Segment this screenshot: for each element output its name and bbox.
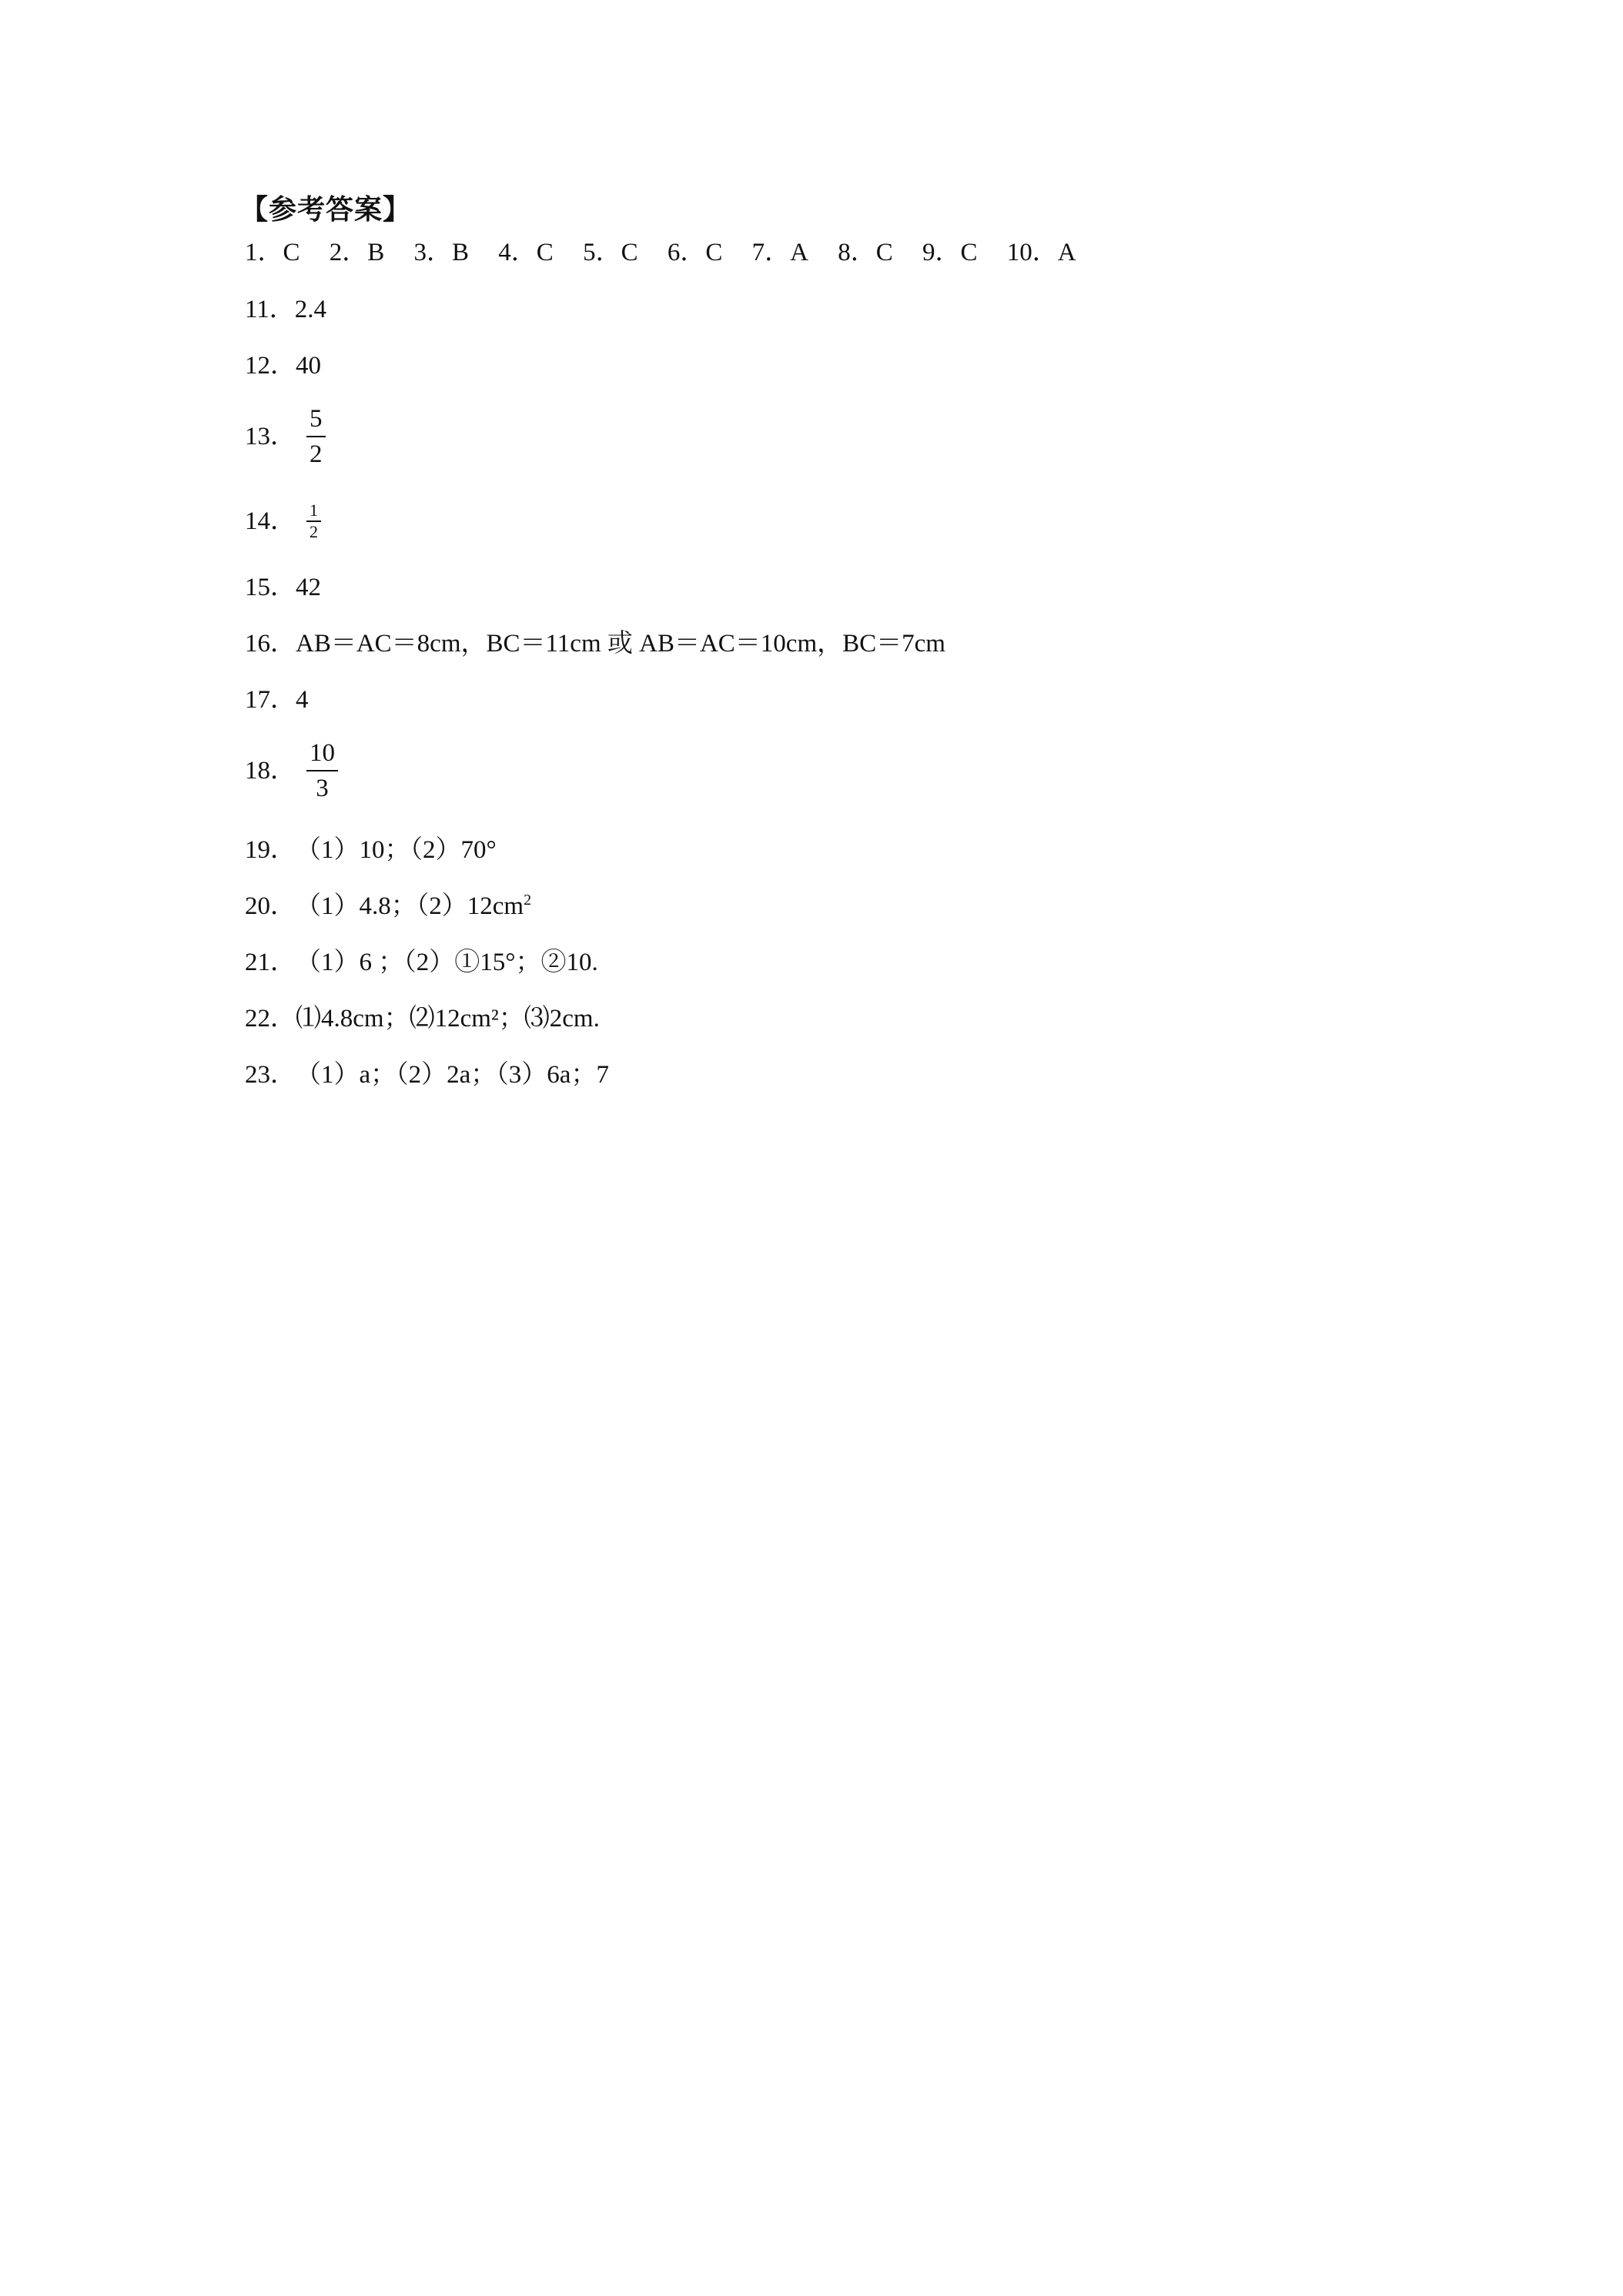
- answer-12: [245, 350, 321, 382]
- denominator: 2: [310, 522, 318, 541]
- fraction: [306, 402, 326, 471]
- fraction: [306, 736, 338, 805]
- answer-16: [245, 628, 945, 660]
- answer-value: 4: [296, 686, 309, 714]
- denominator: 2: [310, 440, 323, 468]
- mc-answer: 6．C: [667, 239, 723, 266]
- answer-21: [245, 946, 598, 979]
- answer-20: [245, 890, 531, 922]
- answer-value: ⑴4.8cm；⑵12cm²；⑶2cm.: [296, 1005, 600, 1033]
- answer-value: （1）a；（2）2a；（3）6a；7: [296, 1061, 609, 1089]
- mc-answer: 7．A: [751, 239, 808, 266]
- mc-answer: 4．C: [498, 239, 554, 266]
- answer-value: 40: [296, 352, 321, 380]
- question-number: 17．: [245, 686, 296, 714]
- multiple-choice-answers: [245, 236, 1099, 269]
- mc-answer: 8．C: [838, 239, 893, 266]
- mc-answer: 5．C: [583, 239, 638, 266]
- page-title: 【参考答案】: [240, 194, 412, 226]
- question-number: 11．: [245, 296, 295, 323]
- numerator: 5: [306, 402, 326, 437]
- answer-value: 2.4: [294, 296, 327, 323]
- question-number: 18．: [245, 757, 296, 785]
- mc-answer: 10．A: [1006, 239, 1076, 266]
- answer-13: [245, 402, 326, 471]
- answer-11: [245, 293, 326, 326]
- question-number: 12．: [245, 352, 296, 380]
- answer-value: 42: [296, 574, 321, 601]
- answer-19: [245, 834, 497, 866]
- question-number: 16．: [245, 630, 296, 658]
- mc-answer: 9．C: [922, 239, 978, 266]
- answer-value: AB＝AC＝8cm，BC＝11cm 或 AB＝AC＝10cm，BC＝7cm: [296, 630, 945, 658]
- answer-23: [245, 1059, 609, 1091]
- denominator: 3: [316, 775, 329, 802]
- question-number: 13．: [245, 423, 296, 450]
- question-number: 15．: [245, 574, 296, 601]
- question-number: 23．: [245, 1061, 296, 1089]
- mc-answer: 2．B: [329, 239, 385, 266]
- answer-14: [245, 497, 321, 546]
- question-number: 22．: [245, 1005, 296, 1033]
- answer-17: [245, 684, 309, 716]
- answer-value: （1）6 ；（2）①15°；②10.: [296, 949, 598, 976]
- numerator: 1: [306, 500, 321, 522]
- question-number: 21．: [245, 949, 296, 976]
- question-number: 20．: [245, 892, 296, 920]
- numerator: 10: [306, 736, 338, 771]
- answer-18: [245, 736, 338, 805]
- mc-answer: 1．C: [245, 239, 300, 266]
- mc-answer: 3．B: [413, 239, 470, 266]
- answer-22: [245, 1002, 600, 1035]
- answer-value: （1）4.8；$(2)12cm^2$: [296, 892, 532, 920]
- superscript: 2: [524, 892, 532, 909]
- fraction: [306, 500, 321, 542]
- question-number: 19．: [245, 836, 296, 864]
- answer-15: [245, 571, 321, 604]
- question-number: 14．: [245, 507, 296, 535]
- answer-value: （1）10；（2）70°: [296, 836, 497, 864]
